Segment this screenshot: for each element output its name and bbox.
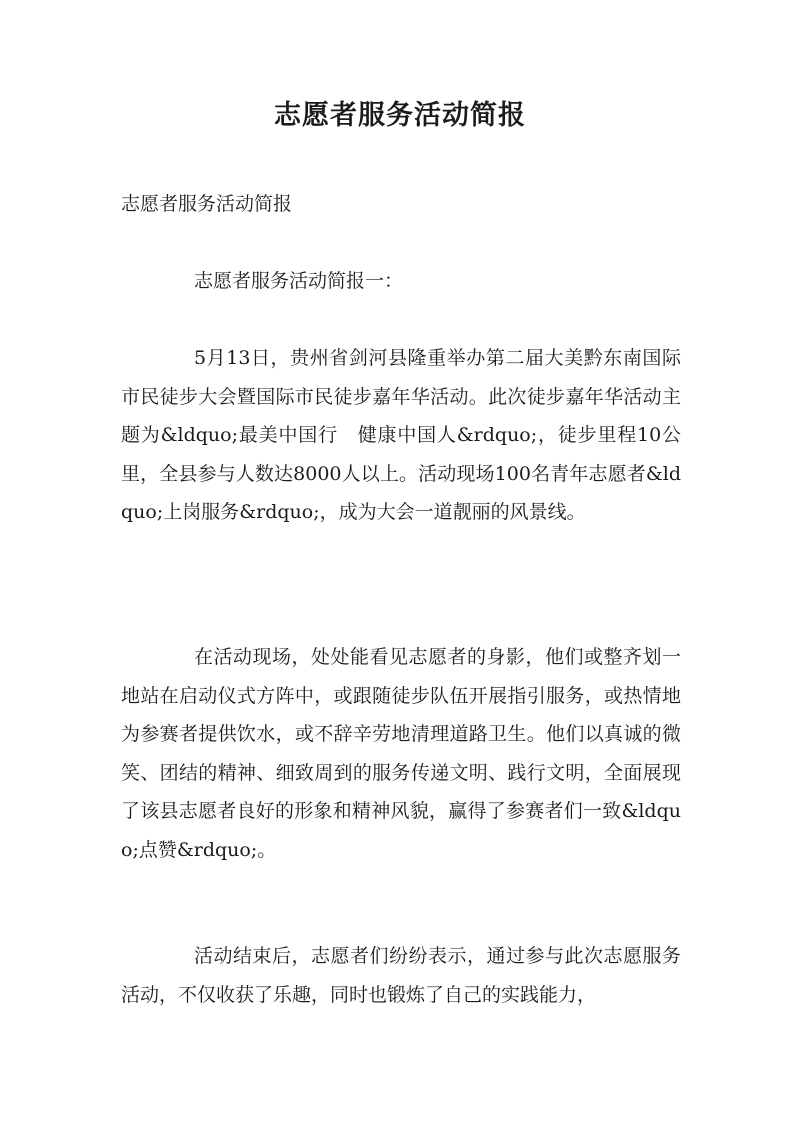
document-subtitle: 志愿者服务活动简报 [121,193,293,215]
document-title: 志愿者服务活动简报 [274,100,526,131]
paragraph-2: 在活动现场，处处能看见志愿者的身影，他们或整齐划一地站在启动仪式方阵中，或跟随徒步队伍开展指引服务，或热情地为参赛者提供饮水，或不辞辛劳地清理道路卫生。他们以真诚的微笑、团结的精神、细致周到的服务传递文明、践行文明，全面展现了该县志愿者良好的形象和精神风貌，赢得了参赛者们一致&ldquo;点赞&rdquo;。 [121,646,681,861]
section-heading: 志愿者服务活动简报一： [194,270,404,292]
paragraph-1: 5月13日，贵州省剑河县隆重举办第二届大美黔东南国际市民徒步大会暨国际市民徒步嘉年华活动。此次徒步嘉年华活动主题为&ldquo;最美中国行 健康中国人&rdquo;，徒步里程10公里，全县参与人数达8000人以上。活动现场100名青年志愿者&ldquo;上岗服务&rdquo;，成为大会一道靓丽的风景线。 [121,347,681,524]
paragraph-3: 活动结束后，志愿者们纷纷表示，通过参与此次志愿服务活动，不仅收获了乐趣，同时也锻炼了自己的实践能力， [121,945,681,1006]
